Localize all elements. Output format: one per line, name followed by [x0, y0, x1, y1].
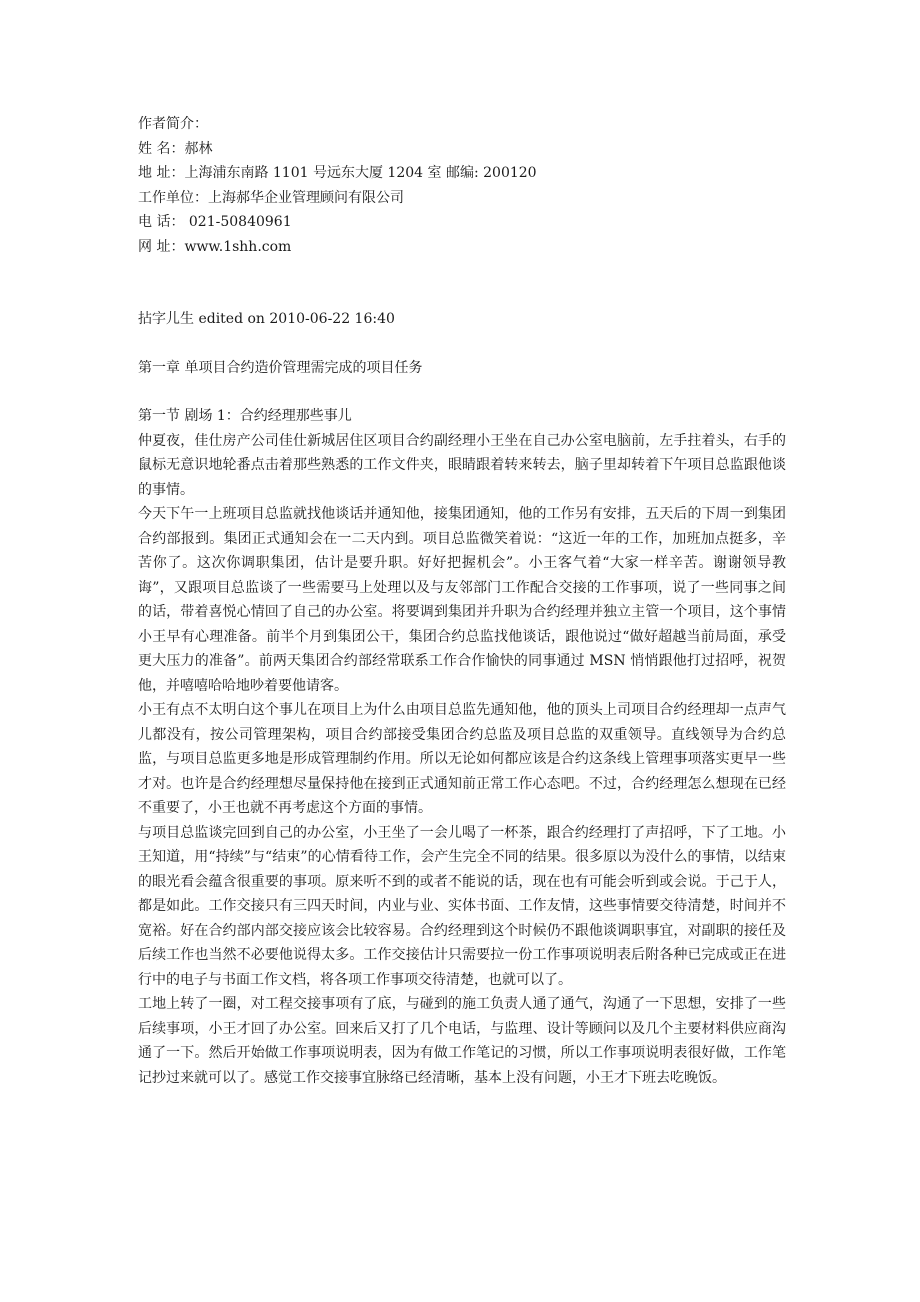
edit-note: 拈字儿生 edited on 2010-06-22 16:40	[138, 311, 395, 327]
author-intro-label: 作者简介：	[138, 116, 208, 132]
section-title: 第一节 剧场 1：合约经理那些事儿	[138, 408, 352, 424]
spacer	[138, 380, 786, 404]
body-text	[138, 429, 786, 1091]
spacer	[138, 332, 786, 356]
author-company: 工作单位：上海郝华企业管理顾问有限公司	[138, 189, 404, 206]
paragraph: 仲夏夜，佳仕房产公司佳仕新城居住区项目合约副经理小王坐在自己办公室电脑前，左手拄着头，右手的鼠标无意识地轮番点击着那些熟悉的工作文件夹，眼睛跟着转来转去，脑子里却转着下午项目总监跟他谈的事情。	[138, 432, 786, 498]
paragraph: 今天下午一上班项目总监就找他谈话并通知他，接集团通知，他的工作另有安排，五天后的下周一到集团合约部报到。集团正式通知会在一二天内到。项目总监微笑着说：“这近一年的工作，加班加点挺多，辛苦你了。这次你调职集团，估计是要升职。好好把握机会”。小王客气着“大家一样辛苦。谢谢领导教诲”，又跟项目总监谈了一些需要马上处理以及与友邻部门工作配合交接的工作事项，说了一些同事之间的话，带着喜悦心情回了自己的办公室。将要调到集团并升职为合约经理并独立主管一个项目，这个事情小王早有心理准备。前半个月到集团公干，集团合约总监找他谈话，跟他说过“做好超越当前局面，承受更大压力的准备”。前两天集团合约部经常联系工作合作愉快的同事通过 MSN 悄悄跟他打过招呼，祝贺他，并嘻嘻哈哈地吵着要他请客。	[138, 506, 786, 694]
author-address: 地 址：上海浦东南路 1101 号远东大厦 1204 室 邮编: 200120	[138, 165, 537, 181]
author-phone: 电 话： 021-50840961	[138, 214, 292, 230]
document-page	[138, 112, 786, 1090]
author-website: 网 址：www.1shh.com	[138, 238, 292, 255]
author-name: 姓 名：郝林	[138, 140, 213, 157]
spacer	[138, 259, 786, 307]
paragraph: 与项目总监谈完回到自己的办公室，小王坐了一会儿喝了一杯茶，跟合约经理打了声招呼，下了工地。小王知道，用“持续”与“结束”的心情看待工作，会产生完全不同的结果。很多原以为没什么的事情，以结束的眼光看会蕴含很重要的事项。原来听不到的或者不能说的话，现在也有可能会听到或会说。于己于人，都是如此。工作交接只有三四天时间，内业与业、实体书面、工作友情，这些事情要交待清楚，时间并不宽裕。好在合约部内部交接应该会比较容易。合约经理到这个时候仍不跟他谈调职事宜，对副职的接任及后续工作也当然不必要他说得太多。工作交接估计只需要拉一份工作事项说明表后附各种已完成或正在进行中的电子与书面工作文档，将各项工作事项交待清楚，也就可以了。	[138, 824, 786, 988]
paragraph: 工地上转了一圈，对工程交接事项有了底，与碰到的施工负责人通了通气，沟通了一下思想，安排了一些后续事项，小王才回了办公室。回来后又打了几个电话，与监理、设计等顾问以及几个主要材料供应商沟通了一下。然后开始做工作事项说明表，因为有做工作笔记的习惯，所以工作事项说明表很好做，工作笔记抄过来就可以了。感觉工作交接事宜脉络已经清晰，基本上没有问题，小王才下班去吃晚饭。	[138, 996, 786, 1086]
paragraph: 小王有点不太明白这个事儿在项目上为什么由项目总监先通知他，他的顶头上司项目合约经理却一点声气儿都没有，按公司管理架构，项目合约部接受集团合约总监及项目总监的双重领导。直线领导为合约总监，与项目总监更多地是形成管理制约作用。所以无论如何都应该是合约这条线上管理事项落实更早一些才对。也许是合约经理想尽量保持他在接到正式通知前正常工作心态吧。不过，合约经理怎么想现在已经不重要了，小王也就不再考虑这个方面的事情。	[138, 702, 786, 816]
author-info	[138, 112, 786, 259]
chapter-title: 第一章 单项目合约造价管理需完成的项目任务	[138, 359, 423, 376]
